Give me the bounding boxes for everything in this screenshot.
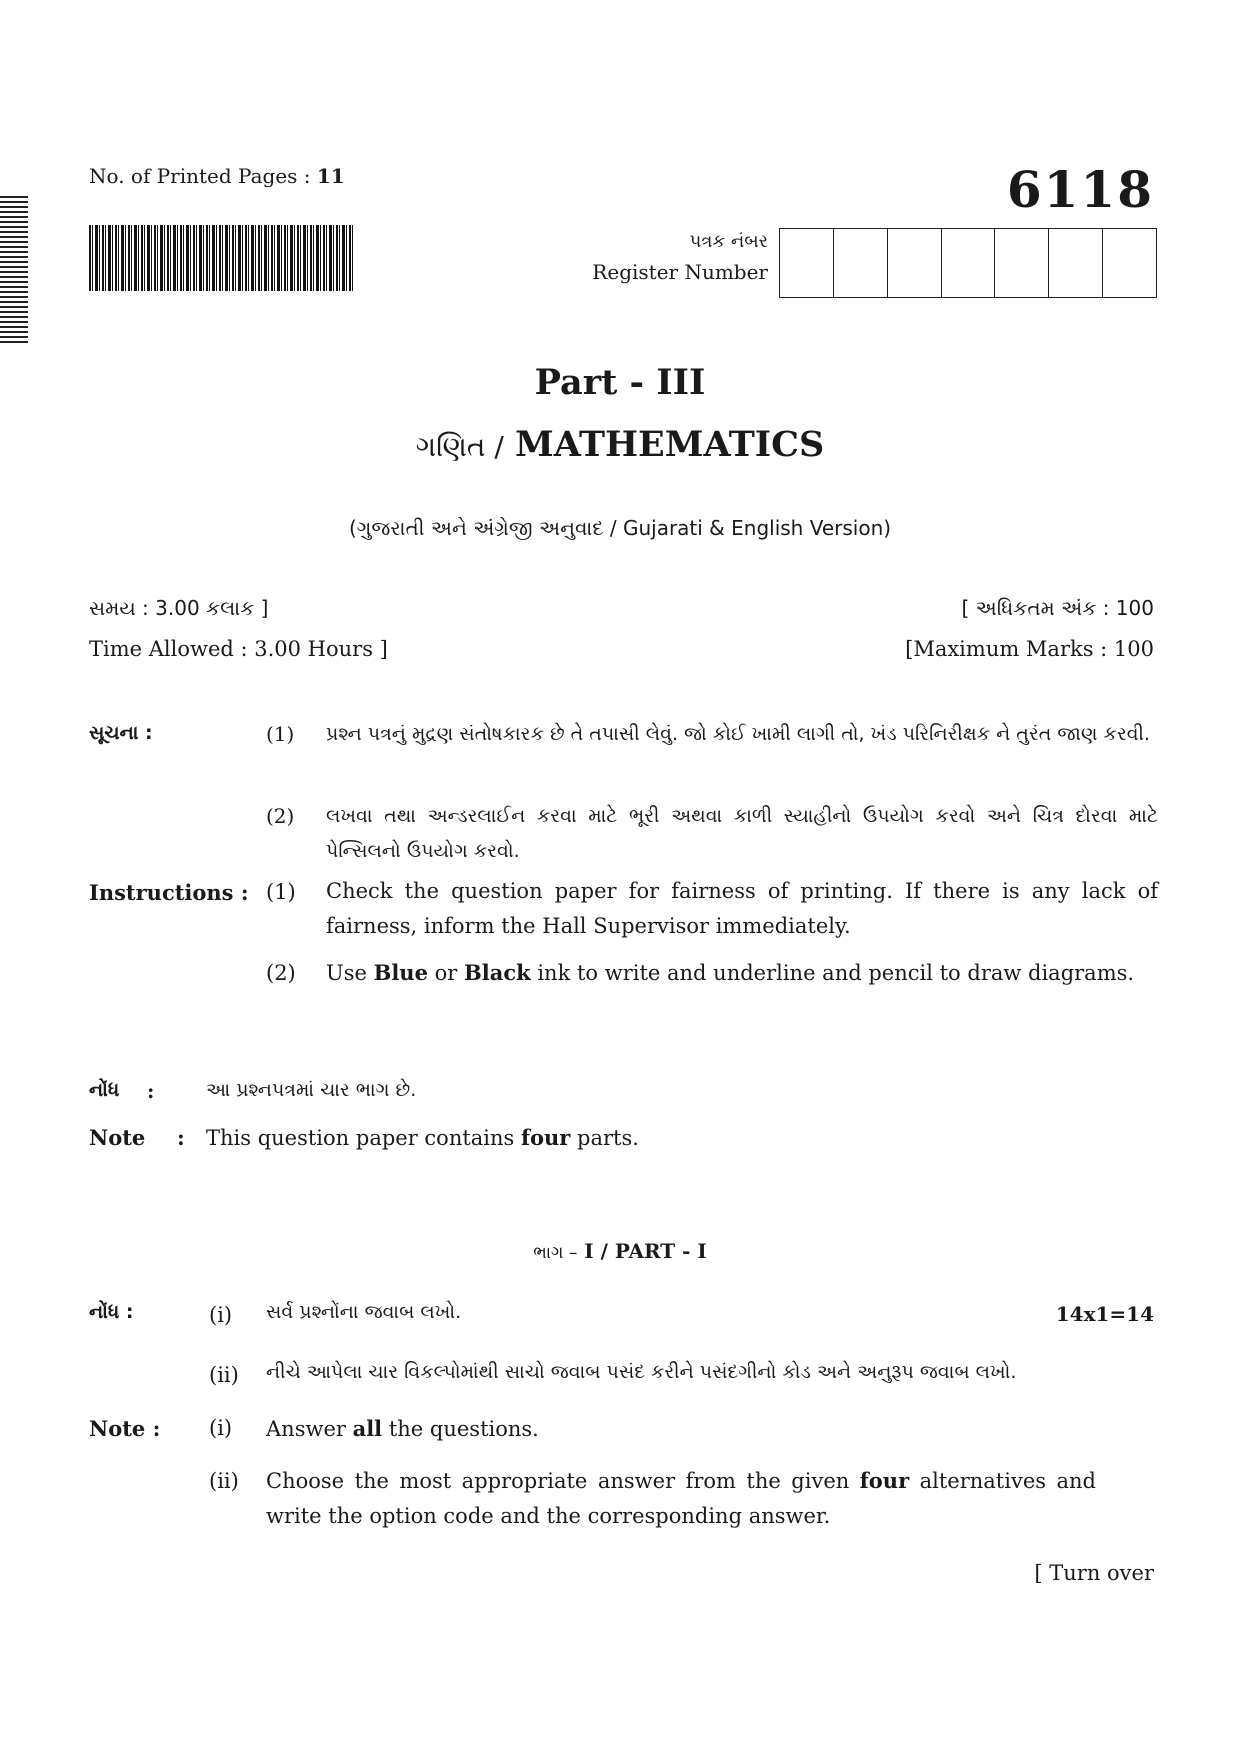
instructions-en-num-2: (2) — [266, 961, 296, 985]
version-line: (ગુજરાતી અને અંગ્રેજી અનુવાદ / Gujarati & English Version) — [348, 516, 892, 540]
printed-pages-label: No. of Printed Pages : — [89, 164, 311, 188]
part1-gu-num-2: (ii) — [209, 1363, 239, 1387]
part1-en-2-pre: Choose the most appropriate answer from the given — [266, 1469, 860, 1493]
part1-heading-en: I / PART - I — [577, 1239, 707, 1263]
edge-registration-marks — [0, 196, 28, 344]
part1-en-text-1 — [266, 1416, 539, 1441]
subject-title — [0, 424, 1240, 465]
marks-gu: [ અધિકતમ અંક : 100 — [961, 596, 1154, 620]
note-en-colon: : — [177, 1125, 185, 1150]
note-en-post: parts. — [570, 1126, 639, 1150]
register-digit-box[interactable] — [995, 229, 1049, 297]
instructions-gu-label: સૂચના : — [89, 722, 153, 744]
part1-heading — [0, 1239, 1240, 1263]
instructions-gu-num-1: (1) — [266, 722, 295, 746]
register-digit-box[interactable] — [834, 229, 888, 297]
register-digit-box[interactable] — [780, 229, 834, 297]
part1-en-1-bold: all — [352, 1416, 383, 1441]
printed-pages — [89, 164, 345, 188]
instructions-en-text-2 — [326, 955, 1158, 991]
note-gu-colon: : — [147, 1079, 155, 1103]
subject-en: MATHEMATICS — [514, 424, 825, 465]
instructions-en-text-1: Check the question paper for fairness of printing. If there is any lack of fairness, inform the Hall Supervisor immediately. — [326, 879, 1158, 938]
barcode — [89, 225, 355, 291]
instructions-en-label: Instructions : — [89, 880, 249, 905]
part1-marks: 14x1=14 — [1055, 1302, 1154, 1326]
register-digit-box[interactable] — [1103, 229, 1156, 297]
register-label-en: Register Number — [592, 260, 768, 284]
instr-text-mid: or — [427, 961, 464, 985]
register-label-gu: પત્રક નંબર — [689, 231, 768, 252]
note-en-bold: four — [521, 1125, 571, 1150]
register-digit-box[interactable] — [888, 229, 942, 297]
instructions-gu-text-1: પ્રશ્ન પત્રનું મુદ્રણ સંતોષકારક છે તે તપાસી લેવું. જો કોઈ ખામી લાગી તો, ખંડ પરિનિરીક્ષક ને તુરંત જાણ કરવી. — [326, 723, 1150, 745]
part1-note-gu-label: નોંધ : — [89, 1301, 134, 1323]
blue-word: Blue — [373, 960, 428, 985]
part1-heading-gu: ભાગ – — [533, 1243, 578, 1263]
instr-text-pre: Use — [326, 961, 374, 985]
part1-en-text-2 — [266, 1463, 1096, 1534]
note-en-text — [206, 1125, 639, 1150]
part1-gu-text-1: સર્વ પ્રશ્નોંના જવાબ લખો. — [266, 1301, 462, 1323]
printed-pages-value: 11 — [316, 164, 345, 188]
black-word: Black — [463, 960, 531, 985]
part-title: Part - III — [534, 362, 706, 403]
subject-gu: ગણિત / — [415, 430, 504, 463]
part1-en-1-pre: Answer — [266, 1417, 353, 1441]
note-en-label: Note — [89, 1125, 146, 1150]
register-digit-box[interactable] — [942, 229, 996, 297]
note-gu-text: આ પ્રશ્નપત્રમાં ચાર ભાગ છે. — [206, 1079, 417, 1101]
paper-code: 6118 — [1006, 160, 1154, 219]
part1-note-en-label: Note : — [89, 1416, 161, 1441]
part1-en-num-2: (ii) — [209, 1469, 239, 1493]
register-digit-box[interactable] — [1049, 229, 1103, 297]
part1-gu-num-1: (i) — [209, 1303, 233, 1327]
turn-over: [ Turn over — [1034, 1561, 1154, 1585]
instructions-gu-text-2: લખવા તથા અન્ડરલાઈન કરવા માટે ભૂરી અથવા કાળી સ્યાહીનો ઉપયોગ કરવો અને ચિત્ર દોરવા માટે પેન્સિલનો ઉપયોગ કરવો. — [326, 805, 1158, 862]
instructions-gu-num-2: (2) — [266, 804, 295, 828]
note-gu-label: નોંધ — [89, 1079, 120, 1101]
part1-en-2-post: alternatives and write the option code and the corresponding answer. — [266, 1469, 1096, 1528]
time-en: Time Allowed : 3.00 Hours ] — [89, 637, 388, 661]
register-number-boxes[interactable] — [779, 228, 1157, 298]
part1-en-num-1: (i) — [209, 1416, 233, 1440]
time-gu: સમય : 3.00 કલાક ] — [89, 596, 269, 620]
note-en-pre: This question paper contains — [206, 1126, 521, 1150]
instructions-en-num-1: (1) — [266, 880, 296, 904]
marks-en: [Maximum Marks : 100 — [905, 637, 1154, 661]
part1-gu-text-2: નીચે આપેલા ચાર વિકલ્પોમાંથી સાચો જવાબ પસંદ કરીને પસંદગીનો કોડ અને અનુરૂપ જવાબ લખો. — [266, 1361, 1017, 1383]
part1-en-1-post: the questions. — [382, 1417, 539, 1441]
part1-en-2-bold: four — [859, 1468, 910, 1493]
instr-text-post: ink to write and underline and pencil to draw diagrams. — [530, 961, 1135, 985]
